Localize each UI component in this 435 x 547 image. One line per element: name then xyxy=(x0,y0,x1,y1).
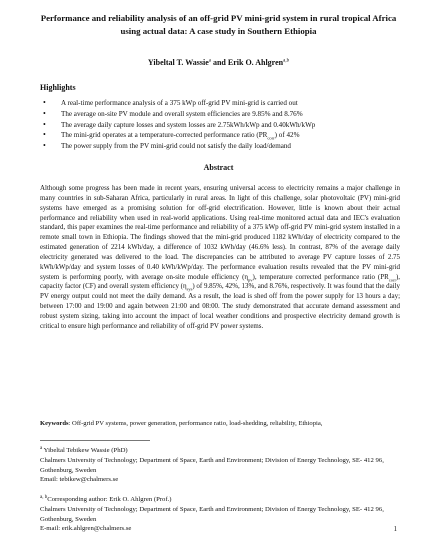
footnote-author-2 xyxy=(40,495,400,534)
page-number: 1 xyxy=(393,526,397,533)
highlights-list xyxy=(40,98,405,152)
author-name: Yibeltal T. Wassie xyxy=(147,58,209,67)
author-name: Erik O. Ahlgren xyxy=(227,58,284,67)
keywords-label: Keywords xyxy=(40,420,69,427)
author-conjunction: and xyxy=(210,58,228,67)
footnote-divider xyxy=(40,440,150,441)
subscript: corr xyxy=(267,135,275,141)
highlights-heading: Highlights xyxy=(40,83,76,92)
footnote-email: E-mail: erik.ahlgren@chalmers.se xyxy=(40,525,132,533)
highlight-item: • The average daily capture losses and system losses are 2.75kWh/kWp and 0.40kWh/kWp xyxy=(40,120,405,131)
footnote-affiliation: Chalmers University of Technology; Department of Space, Earth and Environment; Division of Energy Technology, SE- 412 96, Gothenburg, Sweden xyxy=(40,505,384,523)
footnote-mark: a, b xyxy=(40,494,48,500)
footnote-name: Yibeltal Tebikew Wassie (PhD) xyxy=(42,447,128,454)
footnote-author-1 xyxy=(40,446,400,485)
highlight-item xyxy=(40,130,405,141)
highlight-item: • The average on-site PV module and overall system efficiencies are 9.85% and 8.76% xyxy=(40,109,405,120)
abstract-heading: Abstract xyxy=(203,163,234,172)
highlight-item: • The power supply from the PV mini-grid could not satisfy the daily load/demand xyxy=(40,141,405,152)
subscript: sys xyxy=(186,286,193,292)
highlight-text: The mini-grid operates at a temperature-corrected performance ratio (PR xyxy=(61,131,268,140)
paper-title: Performance and reliability analysis of an off-grid PV mini-grid system in rural tropical Africa using actual data: A case study in Southern Ethiopia xyxy=(40,13,397,36)
abstract-text: ), temperature corrected performance ratio (PR xyxy=(252,272,389,281)
author-affiliation-mark: a,b xyxy=(283,58,290,64)
abstract-text: ) of 9.85%, 42%, 13%, and 8.76%, respectively. It was found that the daily PV energy output could not meet the daily demand. As a result, the load is shed off from the power supply for 13 hours a day; between 17:00 and 19:00 and again between 21:00 and 08:00. The study demonstrated that accurate demand assessment and robust system sizing, taking into account the impact of local weather conditions and prospective electricity demand growth is critical to ensure high performance and reliability of off-grid PV power systems. xyxy=(40,282,401,330)
footnote-affiliation: Chalmers University of Technology; Department of Space, Earth and Environment; Division of Energy Technology, SE- 412 96, Gothenburg, Sweden xyxy=(40,456,384,474)
highlight-item: • A real-time performance analysis of a 375 kWp off-grid PV mini-grid is carried out xyxy=(40,98,405,109)
abstract-body xyxy=(40,184,400,332)
keywords-line xyxy=(40,419,400,428)
subscript: pv xyxy=(248,276,253,282)
highlight-text: ) of 42% xyxy=(274,131,300,140)
author-affiliation-mark: a xyxy=(208,58,211,64)
footnote-name: Corresponding author: Erik O. Ahlgren (Prof.) xyxy=(47,496,172,503)
author-line xyxy=(40,57,397,68)
keywords-text: : Off-grid PV systems, power generation, performance ratio, load-shedding, reliability, Ethiopia, xyxy=(68,420,323,427)
footnote-mark: a xyxy=(40,445,43,451)
subscript: corr xyxy=(388,276,396,282)
abstract-text: Although some progress has been made in recent years, ensuring universal access to electricity remains a major challenge in many countries in sub-Saharan Africa, particularly in rural areas. In light of this challenge, solar photovoltaic (PV) mini-grid systems have emerged as a promising solution for off-grid electrification. However, little is known about their actual performance and reliability when used in real-world applications. Using real-time monitored actual data and IEC's evaluation standard, this paper examines the real-time performance and reliability of a 375 kWp off-grid PV mini-grid system installed in a remote small town in Ethiopia. The findings showed that the mini-grid produced 1182 kWh/day of electricity compared to the estimated generation of 2214 kWh/day, a difference of 1032 kWh/day (46.6% less). In contrast, 87% of the average daily electricity generated was delivered to the load. The discrepancies can be attributed to average PV capture losses of 2.75 kWh/kWp/day and system losses of 0.40 kWh/kWp/day. The performance evaluation results revealed that the PV mini-grid system is performing poorly, with average on-site module efficiency (η xyxy=(40,184,400,281)
footnote-email: Email: tebikew@chalmers.se xyxy=(40,476,119,484)
abstract-text: ), capacity factor (CF) and overall system efficiency (η xyxy=(40,272,400,291)
